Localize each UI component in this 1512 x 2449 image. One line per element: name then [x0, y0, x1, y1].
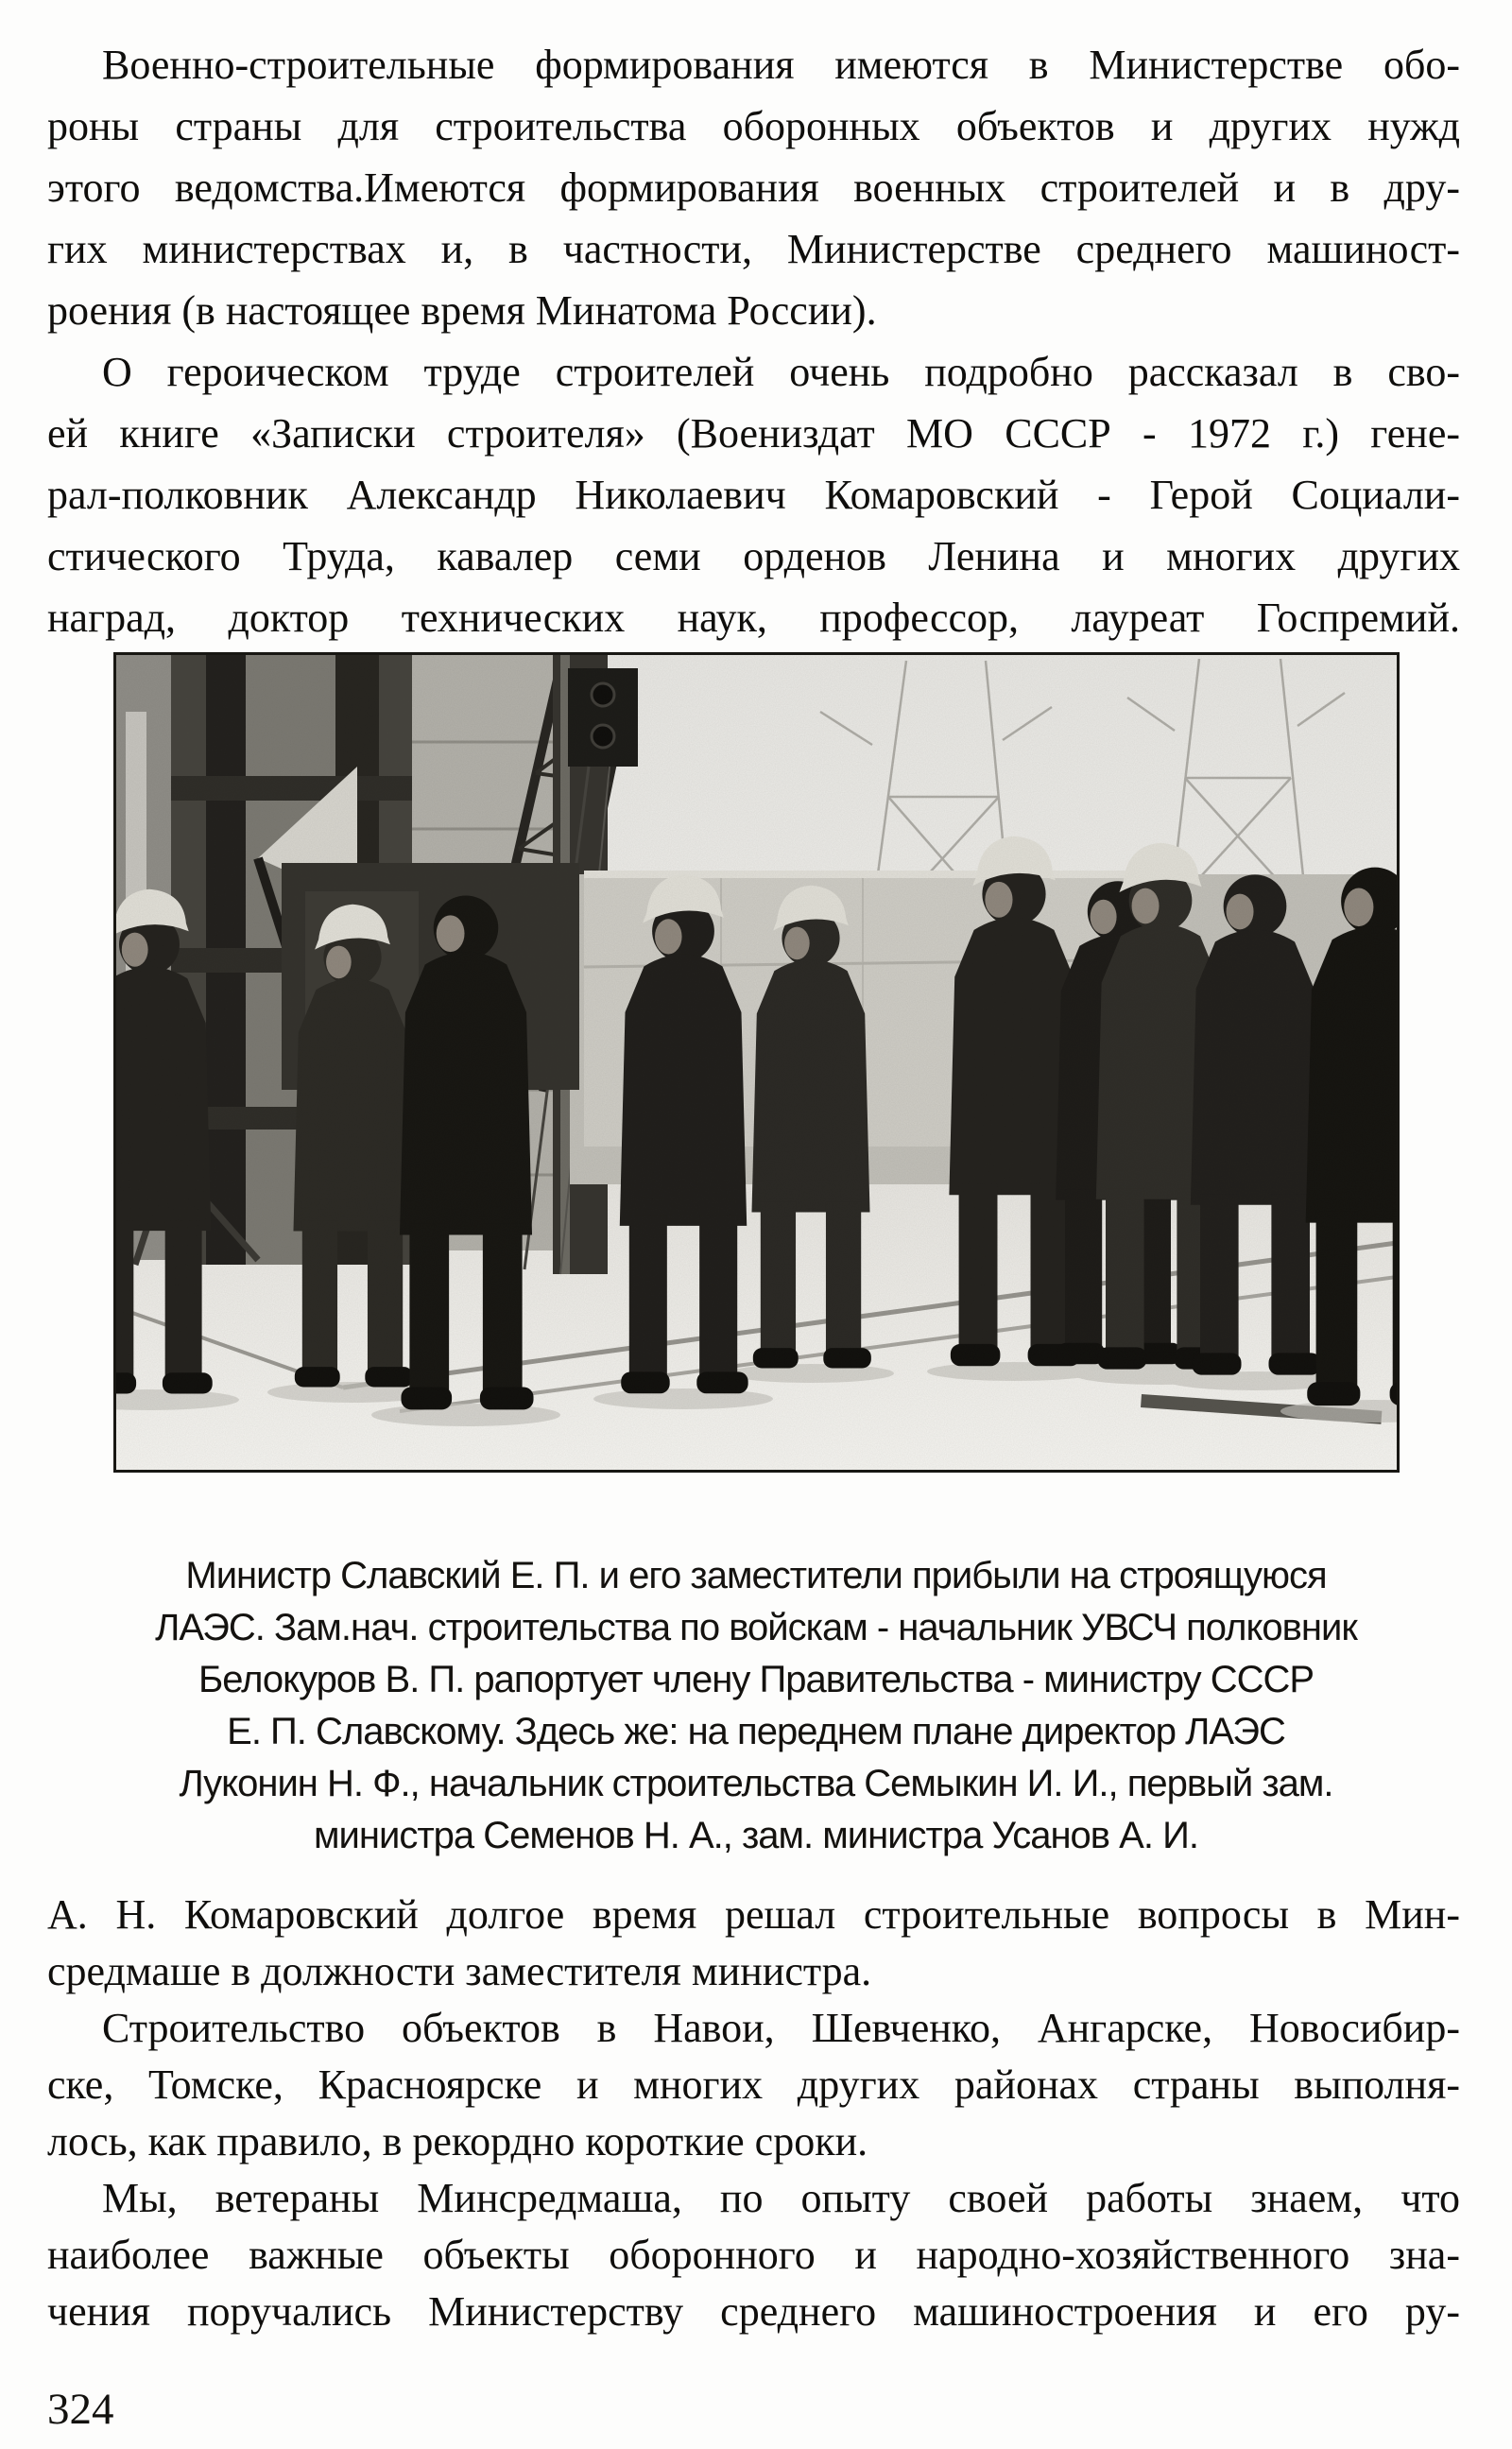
- text-line: средмаше в должности заместителя министра.: [47, 1948, 872, 1994]
- paragraph-2: [47, 341, 1460, 648]
- caption-line: министра Семенов Н. А., зам. министра Усанов А. И.: [314, 1815, 1198, 1856]
- text-line: А. Н. Комаровский долгое время решал строительные вопросы в Мин-: [47, 1891, 1460, 1938]
- body-text-bottom: [47, 1887, 1460, 2340]
- body-text-top: [47, 34, 1460, 648]
- film-grain-overlay: [116, 655, 1397, 1470]
- text-line: лось, как правило, в рекордно короткие сроки.: [47, 2118, 868, 2164]
- text-line: наград, доктор технических наук, профессор, лауреат Госпремий.: [47, 595, 1460, 641]
- photo-illustration: [116, 655, 1397, 1470]
- photo-caption: [57, 1550, 1455, 1862]
- paragraph-3: [47, 1887, 1460, 2000]
- text-line: Военно-строительные формирования имеются в Министерстве обо-: [102, 42, 1460, 88]
- paragraph-1: [47, 34, 1460, 341]
- text-line: ске, Томске, Красноярске и многих других районах страны выполня-: [47, 2061, 1460, 2108]
- caption-line: Министр Славский Е. П. и его заместители прибыли на строящуюся: [185, 1555, 1327, 1596]
- paragraph-5: [47, 2170, 1460, 2340]
- caption-line: ЛАЭС. Зам.нач. строительства по войскам - начальник УВСЧ полковник: [155, 1607, 1357, 1648]
- text-line: рал-полковник Александр Николаевич Комаровский - Герой Социали-: [47, 472, 1460, 518]
- caption-line: Луконин Н. Ф., начальник строительства Семыкин И. И., первый зам.: [179, 1763, 1333, 1804]
- text-line: Мы, ветераны Минсредмаша, по опыту своей работы знаем, что: [102, 2175, 1460, 2221]
- text-line: гих министерствах и, в частности, Министерстве среднего машиност-: [47, 226, 1460, 272]
- caption-line: Белокуров В. П. рапортует члену Правительства - министру СССР: [198, 1659, 1314, 1700]
- text-line: чения поручались Министерству среднего машиностроения и его ру-: [47, 2288, 1460, 2335]
- text-line: наиболее важные объекты оборонного и народно-хозяйственного зна-: [47, 2232, 1460, 2278]
- caption-line: Е. П. Славскому. Здесь же: на переднем плане директор ЛАЭС: [227, 1711, 1285, 1752]
- text-line: стического Труда, кавалер семи орденов Ленина и многих других: [47, 533, 1460, 579]
- text-line: роны страны для строительства оборонных объектов и других нужд: [47, 103, 1460, 149]
- page-number: 324: [47, 2385, 114, 2434]
- text-line: этого ведомства.Имеются формирования военных строителей и в дру-: [47, 164, 1460, 211]
- text-line: роения (в настоящее время Минатома России).: [47, 287, 877, 334]
- text-line: О героическом труде строителей очень подробно рассказал в сво-: [102, 349, 1460, 395]
- text-line: Строительство объектов в Навои, Шевченко, Ангарске, Новосибир-: [102, 2005, 1460, 2051]
- construction-site-photo: [113, 652, 1400, 1473]
- text-line: ей книге «Записки строителя» (Воениздат МО СССР - 1972 г.) гене-: [47, 410, 1460, 457]
- paragraph-4: [47, 2000, 1460, 2170]
